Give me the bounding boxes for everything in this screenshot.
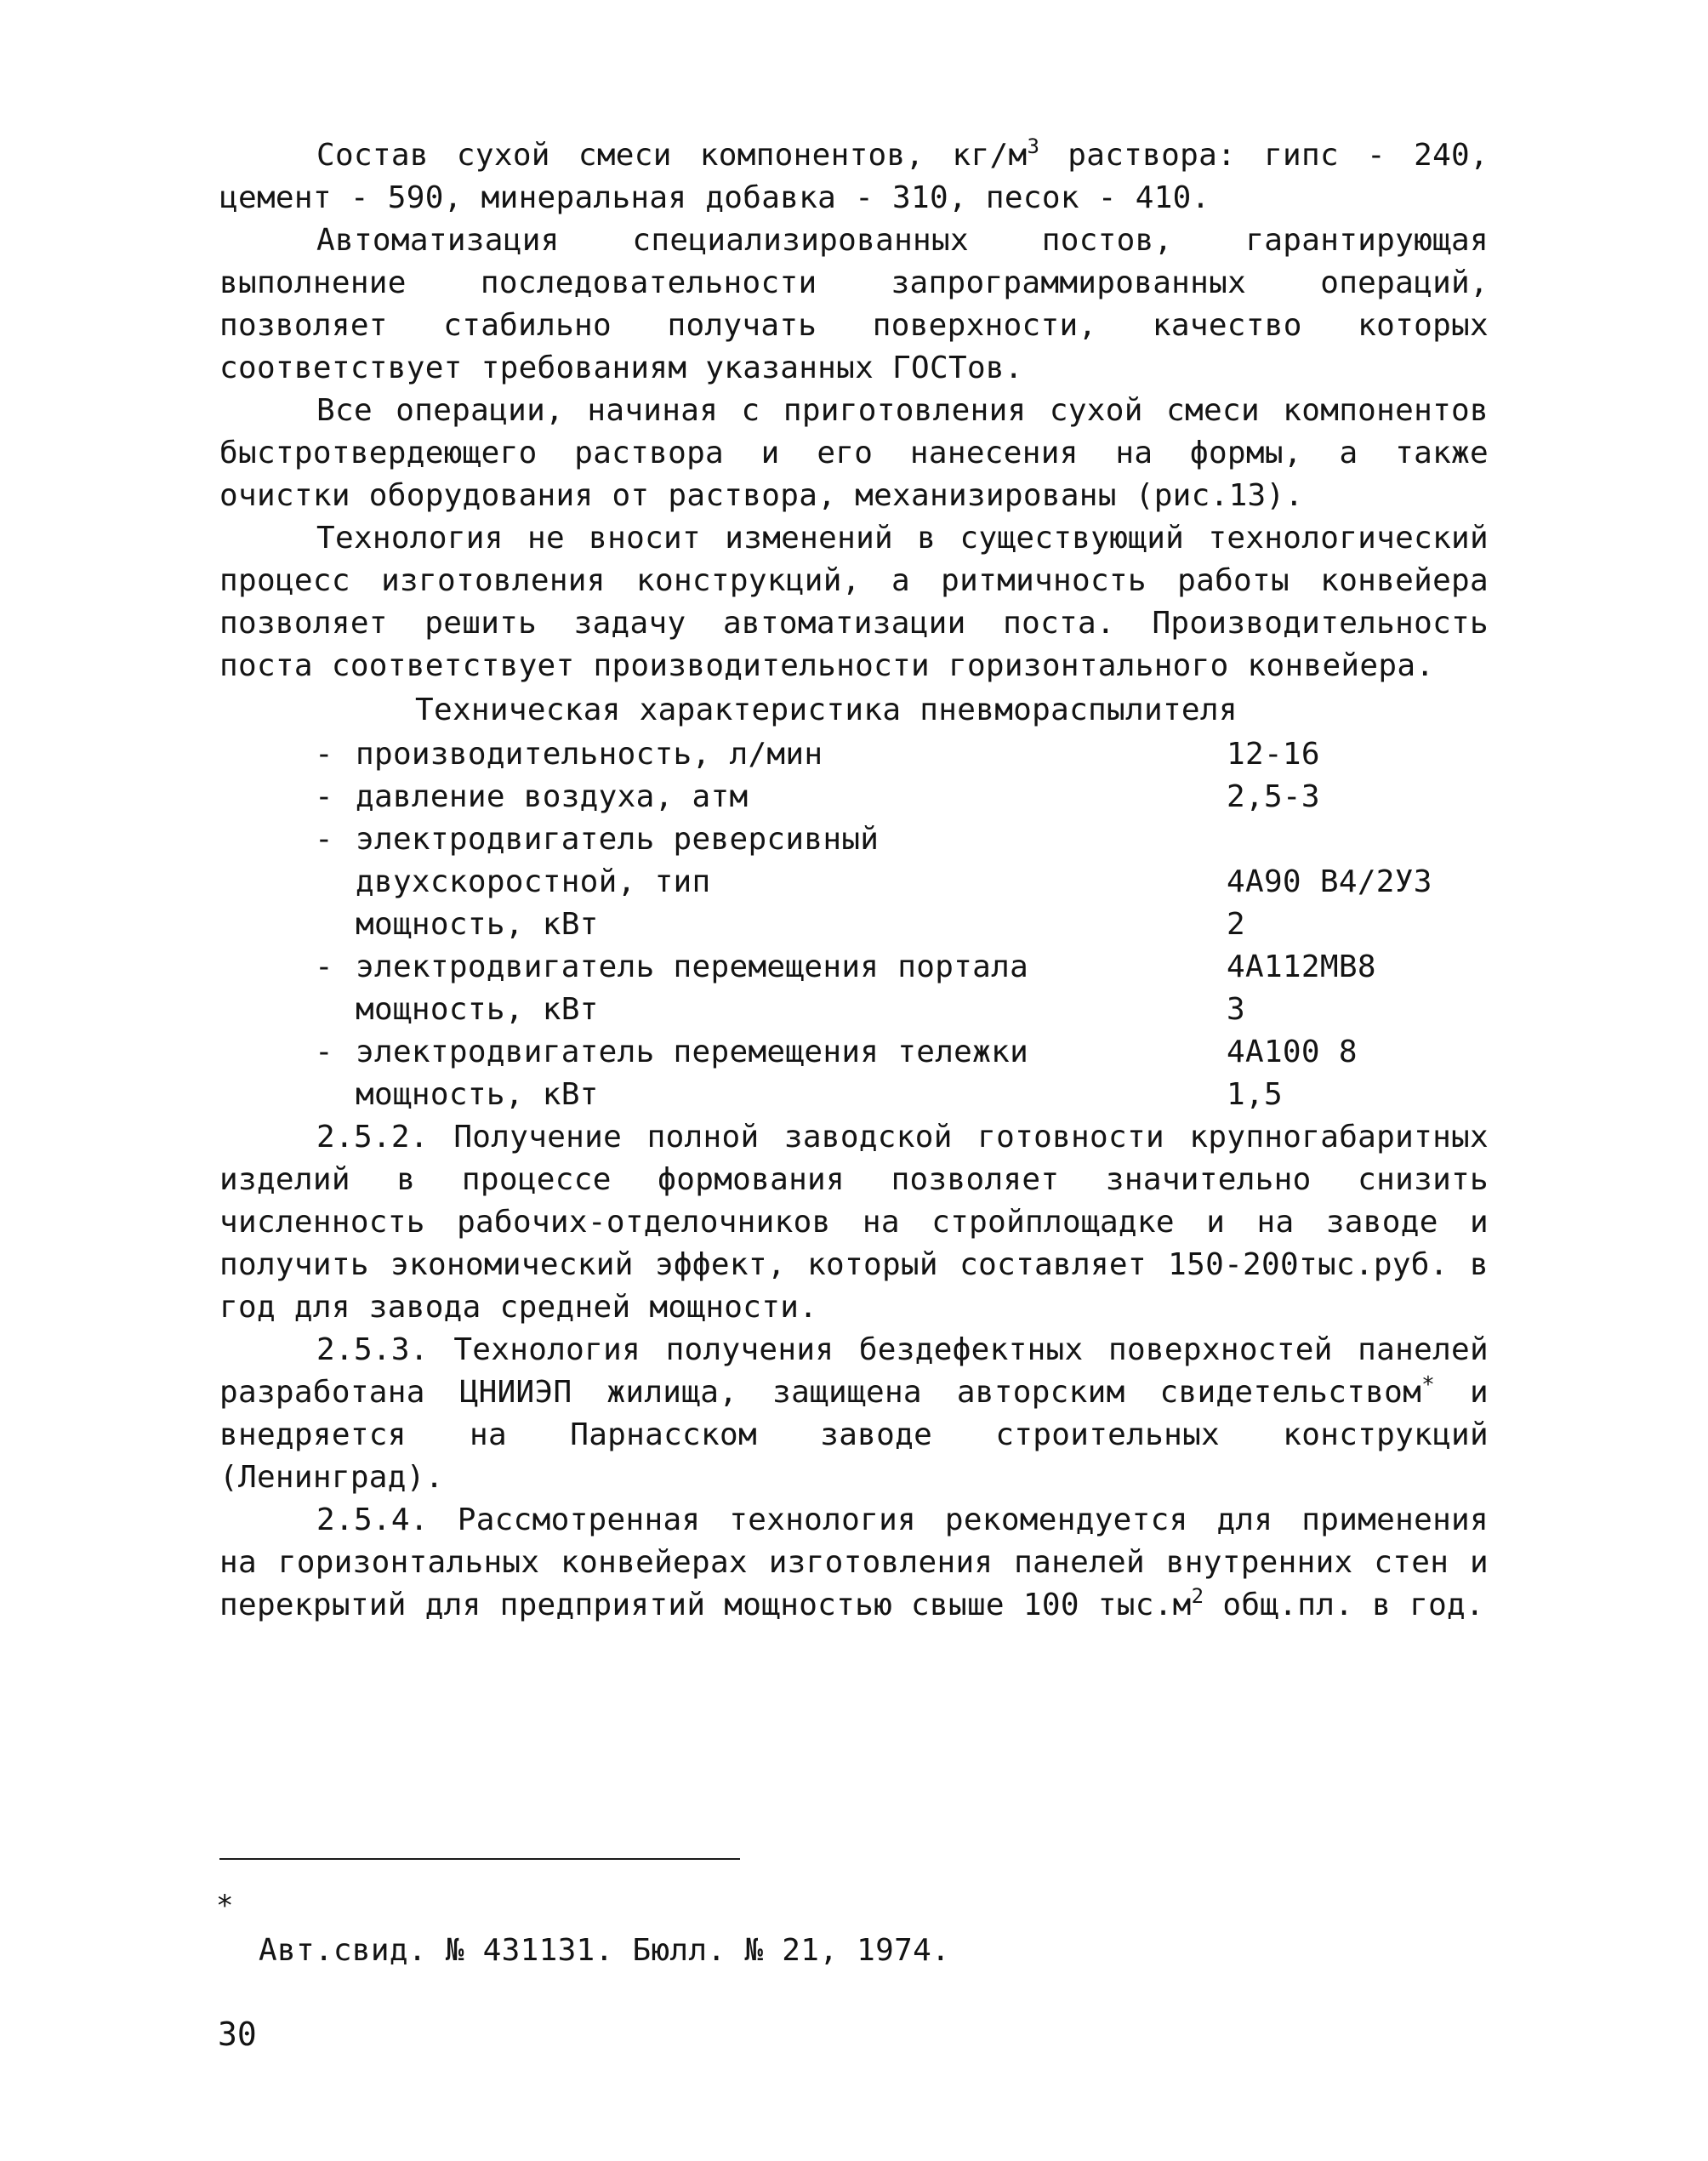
spec-row <box>219 946 1489 989</box>
spec-row <box>219 776 1489 818</box>
spec-row <box>219 1031 1489 1074</box>
paragraph-technology: Технология не вносит изменений в существующий технологический процесс изготовления конструкций, а ритмичность работы конвейера позволяет решить задачу автоматизации поста. Производительность поста соответствует производительности горизонтального конвейера. <box>219 521 1489 683</box>
footnote-reference: * <box>1421 1372 1436 1398</box>
paragraph-2-5-3 <box>219 1329 1489 1499</box>
page-number: 30 <box>218 2016 257 2053</box>
paragraph-text: 2.5.4. Рассмотренная технология рекомендуется для применения на горизонтальных конвейерах изготовления панелей внутренних стен и перекрытий для предприятий мощностью свыше 100 тыс.м <box>219 1502 1489 1622</box>
paragraph-2-5-2: 2.5.2. Получение полной заводской готовности крупногабаритных изделий в процессе формования позволяет значительно снизить численность рабочих-отделочников на стройплощадке и на заводе и получить экономический эффект, который составляет 150-200тыс.руб. в год для завода средней мощности. <box>219 1120 1489 1325</box>
paragraph-automation: Автоматизация специализированных постов, гарантирующая выполнение последовательности запрограммированных операций, позволяет стабильно получать поверхности, качество которых соответствует требованиям указанных ГОСТов. <box>219 223 1489 385</box>
spec-label <box>219 946 1227 989</box>
spec-value: 4А90 В4/2У3 <box>1227 864 1432 899</box>
superscript-exponent: 3 <box>1027 134 1040 158</box>
spec-value: 4А100 8 <box>1227 1035 1358 1069</box>
spec-label <box>219 818 1227 861</box>
spec-table <box>219 733 1489 1116</box>
spec-value: 2 <box>1227 907 1245 942</box>
superscript-exponent: 2 <box>1191 1584 1204 1608</box>
spec-row <box>219 904 1489 946</box>
spec-value: 4А112МВ8 <box>1227 949 1376 984</box>
spec-label-text: мощность, кВт <box>356 907 599 942</box>
spec-row <box>219 733 1489 776</box>
footnote-mark: * <box>216 1889 234 1923</box>
spec-value: 2,5-3 <box>1227 779 1320 814</box>
spec-value: 12-16 <box>1227 737 1320 772</box>
spec-label-text: электродвигатель перемещения тележки <box>356 1035 1029 1069</box>
paragraph-2-5-4 <box>219 1499 1489 1627</box>
footnote-divider <box>219 1858 740 1860</box>
spec-value: 3 <box>1227 992 1245 1027</box>
spec-label <box>219 861 1227 904</box>
paragraph-text: 2.5.3. Технология получения бездефектных поверхностей панелей разработана ЦНИИЭП жилища, защищена авторским свидетельством <box>219 1332 1489 1410</box>
paragraph-operations: Все операции, начиная с приготовления сухой смеси компонентов быстротвердеющего раствора и его нанесения на формы, а также очистки оборудования от раствора, механизированы (рис.13). <box>219 393 1489 513</box>
spec-dash: - <box>315 949 333 984</box>
spec-label <box>219 989 1227 1031</box>
spec-label-text: двухскоростной, тип <box>356 864 711 899</box>
spec-title: Техническая характеристика пневмораспылителя <box>415 693 1238 727</box>
spec-dash: - <box>315 779 333 814</box>
spec-row <box>219 818 1489 861</box>
spec-row <box>219 1074 1489 1116</box>
spec-label-text: электродвигатель перемещения портала <box>356 949 1029 984</box>
spec-dash: - <box>315 1035 333 1069</box>
paragraph-text: Состав сухой смеси компонентов, кг/м <box>316 138 1028 173</box>
spec-label-text: производительность, л/мин <box>356 737 823 772</box>
paragraph-mix-composition <box>219 134 1489 220</box>
spec-label-text: давление воздуха, атм <box>356 779 749 814</box>
paragraph-text: общ.пл. в год. <box>1204 1588 1484 1622</box>
spec-row <box>219 989 1489 1031</box>
spec-label <box>219 776 1227 818</box>
spec-label <box>219 733 1227 776</box>
spec-value: 1,5 <box>1227 1077 1283 1112</box>
spec-dash: - <box>315 737 333 772</box>
paragraph-text: раствора: гипс - 240, цемент - 590, минеральная добавка - 310, песок - 410. <box>219 138 1489 215</box>
spec-label-text: электродвигатель реверсивный <box>356 822 880 857</box>
spec-label <box>219 904 1227 946</box>
spec-row <box>219 861 1489 904</box>
body-text <box>219 134 1489 1627</box>
spec-label-text: мощность, кВт <box>356 1077 599 1112</box>
spec-label-text: мощность, кВт <box>356 992 599 1027</box>
spec-dash: - <box>315 822 333 857</box>
paragraph-text: и внедряется на Парнасском заводе строительных конструкций (Ленинград). <box>219 1375 1489 1495</box>
footnote-text: Авт.свид. № 431131. Бюлл. № 21, 1974. <box>259 1933 951 1968</box>
spec-label <box>219 1031 1227 1074</box>
spec-label <box>219 1074 1227 1116</box>
